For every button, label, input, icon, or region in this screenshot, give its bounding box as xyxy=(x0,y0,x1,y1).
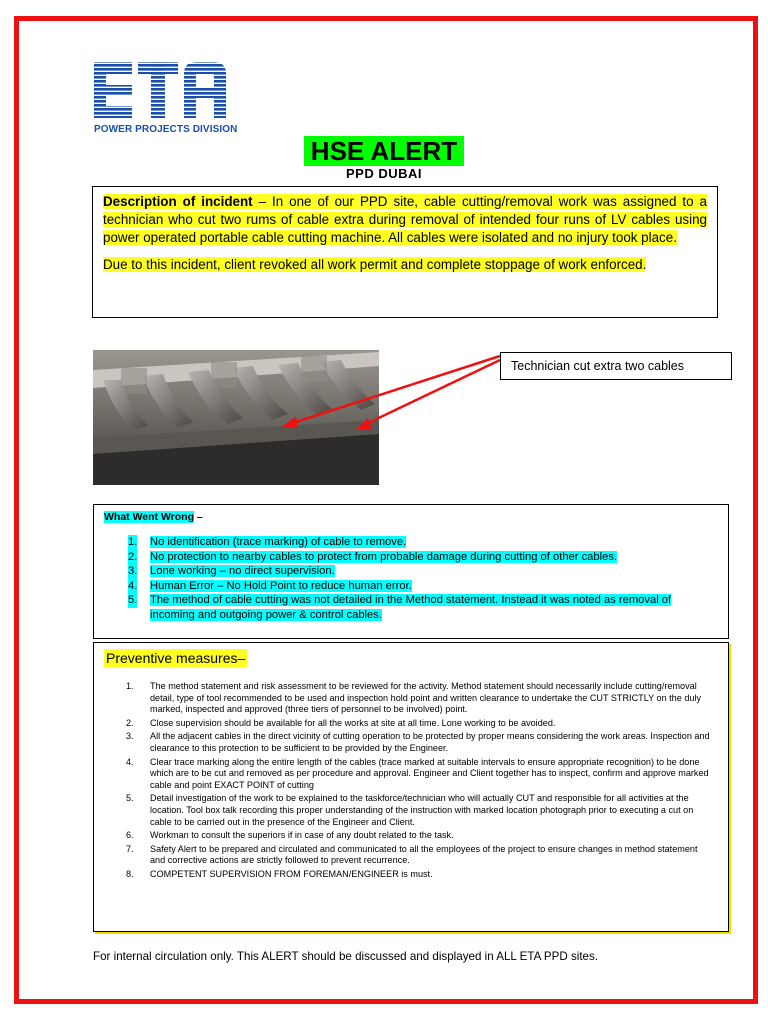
eta-logo-mark xyxy=(92,60,228,120)
cable-tray-photo xyxy=(93,350,379,485)
list-item: 6. Workman to consult the superiors if in case of any doubt related to the task. xyxy=(126,830,454,841)
list-item: 7. Safety Alert to be prepared and circulated and communicated to all the employees of the project to ensure changes in method statement and corrective actions are strictly followed to prevent recurrence. xyxy=(126,843,698,866)
what-went-wrong-title: What Went Wrong – xyxy=(104,511,203,523)
list-item: 3. Lone working – no direct supervision. xyxy=(128,565,335,577)
list-item: 2. Close supervision should be available for all the works at site at all time. Lone working to be avoided. xyxy=(126,717,556,728)
list-item: 2. No protection to nearby cables to protect from probable damage during cutting of other cables. xyxy=(128,550,618,563)
preventive-measures-title: Preventive measures– xyxy=(106,650,246,666)
callout-box: Technician cut extra two cables xyxy=(500,352,732,380)
list-item: 4. Clear trace marking along the entire length of the cables (trace marked at suitable intervals to ensure appropriate recognition) to be done which are to be cut and removed as per procedure and approval. Engineer and Client together has to inspect, confirm and approve marked cable and point EXACT POINT of cutting xyxy=(126,756,709,790)
incident-consequence-paragraph xyxy=(103,256,707,274)
incident-paragraph xyxy=(103,193,707,247)
incident-consequence: Due to this incident, client revoked all work permit and complete stoppage of work enforced. xyxy=(103,257,647,272)
page-title: HSE ALERT xyxy=(304,136,464,166)
incident-photo xyxy=(93,350,379,485)
list-item: 5. Detail investigation of the work to be explained to the taskforce/technician who will actually CUT and responsible for all activities at the location. Tool box talk recording this proper understanding of the instruction with marked location photograph prior to executing a cut on cable to be carried out in the presence of the Engineer and Client. xyxy=(126,793,694,827)
list-item: 1. No identification (trace marking) of cable to remove. xyxy=(128,536,407,548)
footer-note: For internal circulation only. This ALERT should be discussed and displayed in ALL ETA PPD sites. xyxy=(93,950,599,963)
logo-subtitle: POWER PROJECTS DIVISION xyxy=(94,124,238,135)
list-item: 1. The method statement and risk assessment to be reviewed for the activity. Method statement should necessarily include cutting/removal detail, type of tool recommended to be used and inspection hold point and written clearance to undertake the CUT STRICTLY on the duly marked, inspected and approved (three tiers of personnel to be involved) point. xyxy=(126,681,702,715)
list-item: 4. Human Error – No Hold Point to reduce human error. xyxy=(128,579,412,592)
page-subtitle: PPD DUBAI xyxy=(345,166,422,181)
list-item: 3. All the adjacent cables in the direct vicinity of cutting operation to be protected by proper means considering the work areas. Inspection and clearance to this protection to be sufficient to be provided by the Engineer. xyxy=(126,731,710,753)
what-went-wrong-box xyxy=(93,504,729,639)
incident-description-box xyxy=(92,186,718,318)
incident-label: Description of incident xyxy=(103,194,253,209)
list-item: 8. COMPETENT SUPERVISION FROM FOREMAN/ENGINEER is must. xyxy=(126,868,433,879)
preventive-measures-list xyxy=(94,681,714,883)
eta-logo xyxy=(92,60,238,135)
list-item: 5. The method of cable cutting was not detailed in the Method statement. Instead it was noted as removal of incoming and outgoing power & control cables. xyxy=(128,594,672,621)
incident-text: – In one of our PPD site, cable cutting/removal work was assigned to a technician who cut two rums of cable extra during removal of intended four runs of LV cables using power operated portable cable cutting machine. All cables were isolated and no injury took place. xyxy=(103,194,707,245)
what-went-wrong-list xyxy=(94,535,694,622)
preventive-measures-box xyxy=(93,642,729,932)
